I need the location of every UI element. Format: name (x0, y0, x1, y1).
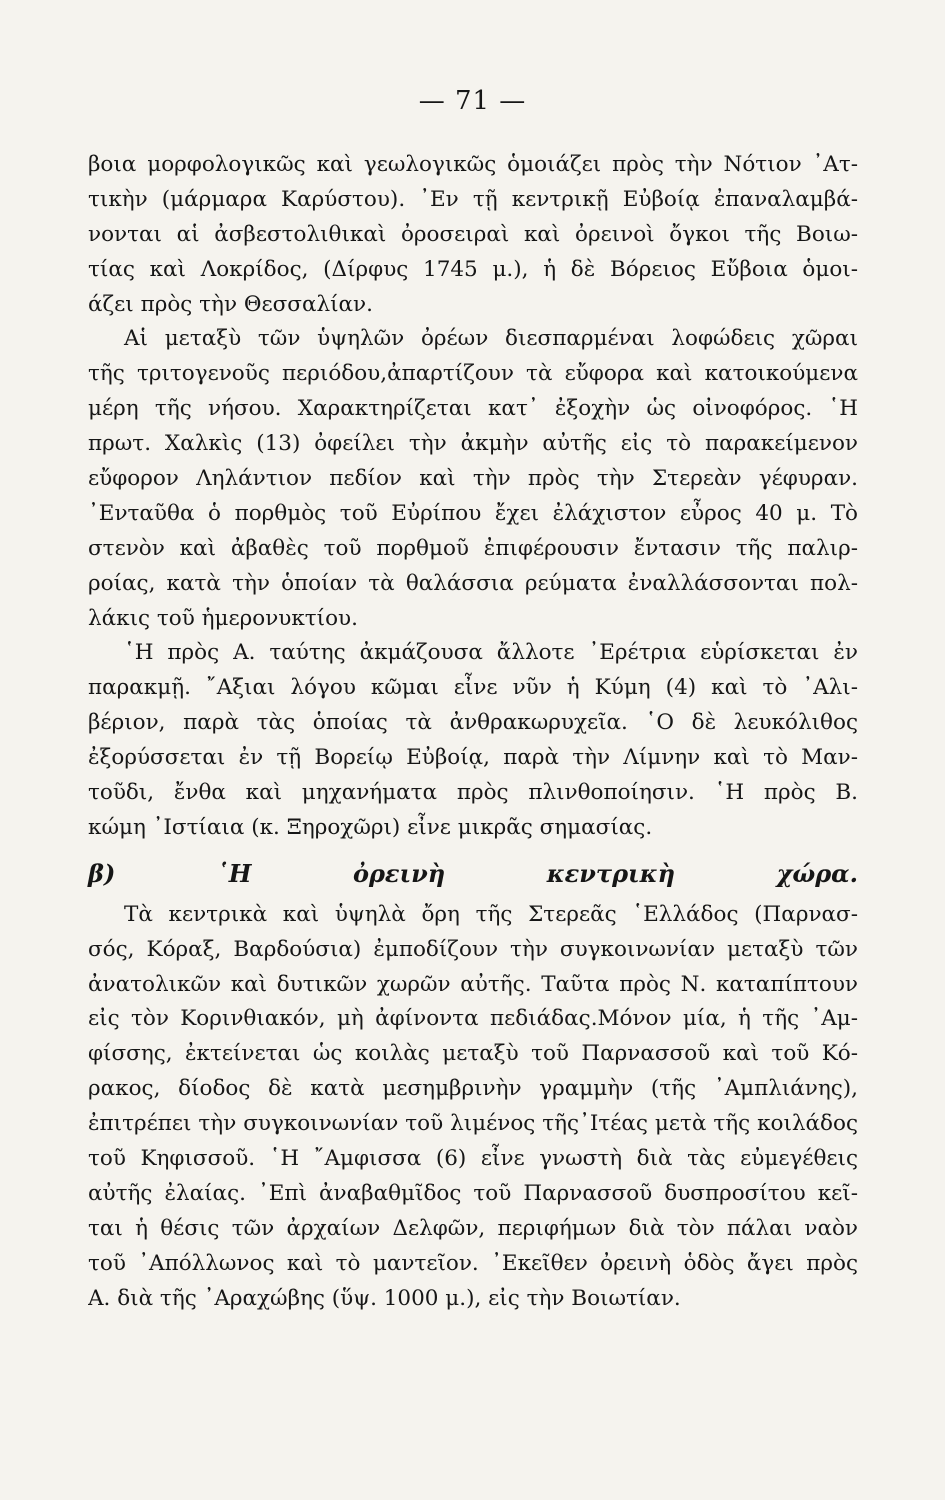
text-line: Α. διὰ τῆς ᾿Αραχώβης (ὕψ. 1000 μ.), εἰς τὴν Βοιωτίαν. (88, 1285, 681, 1311)
body-text (88, 148, 858, 1317)
text-line: εἰς τὸν Κορινθιακόν, μὴ ἀφίνοντα πεδιάδας.Μόνον μία, ἡ τῆς ᾿Αμ- (88, 1006, 858, 1032)
text-line: άζει πρὸς τὴν Θεσσαλίαν. (88, 291, 373, 317)
text-line: νονται αἱ ἀσβεστολιθικαὶ ὀροσειραὶ καὶ ὀρεινοὶ ὄγκοι τῆς Βοιω- (88, 221, 858, 247)
text-line: ται ἡ θέσις τῶν ἀρχαίων Δελφῶν, περιφήμων διὰ τὸν πάλαι ναὸν (88, 1215, 858, 1241)
text-line: ροίας, κατὰ τὴν ὁποίαν τὰ θαλάσσια ρεύματα ἐναλλάσσονται πολ- (88, 570, 858, 596)
text-line: βοια μορφολογικῶς καὶ γεωλογικῶς ὁμοιάζει πρὸς τὴν Νότιον ᾿Ατ- (88, 152, 858, 177)
text-line: εὔφορον Ληλάντιον πεδίον καὶ τὴν πρὸς τὴν Στερεὰν γέφυραν. (88, 466, 858, 492)
text-line: τοῦ Κηφισσοῦ. ῾Η ῎Αμφισσα (6) εἶνε γνωστὴ διὰ τὰς εὐμεγέθεις (88, 1146, 858, 1172)
text-line: πρωτ. Χαλκὶς (13) ὀφείλει τὴν ἀκμὴν αὐτῆς εἰς τὸ παρακείμενον (88, 431, 858, 457)
text-line: ἀνατολικῶν καὶ δυτικῶν χωρῶν αὐτῆς. Ταῦτα πρὸς Ν. καταπίπτουν (88, 971, 858, 997)
text-line: τοῦδι, ἔνθα καὶ μηχανήματα πρὸς πλινθοποίησιν. ῾Η πρὸς Β. (88, 780, 858, 806)
text-line: τῆς τριτογενοῦς περιόδου,ἀπαρτίζουν τὰ εὔφορα καὶ κατοικούμενα (88, 361, 858, 387)
text-line: λάκις τοῦ ἡμερονυκτίου. (88, 605, 358, 631)
text-line: ῾Η πρὸς Α. ταύτης ἀκμάζουσα ἄλλοτε ᾿Ερέτρια εὑρίσκεται ἐν (124, 640, 858, 666)
text-line: ἐπιτρέπει τὴν συγκοινωνίαν τοῦ λιμένος τῆς᾿Ιτέας μετὰ τῆς κοιλάδος (88, 1111, 858, 1137)
text-line: Τὰ κεντρικὰ καὶ ὑψηλὰ ὄρη τῆς Στερεᾶς ῾Ελλάδος (Παρνασ- (124, 901, 858, 927)
text-line: βέριον, παρὰ τὰς ὁποίας τὰ ἀνθρακωρυχεῖα. ῾Ο δὲ λευκόλιθος (88, 710, 858, 736)
text-line: ᾿Ενταῦθα ὁ πορθμὸς τοῦ Εὐρίπου ἔχει ἐλάχιστον εὖρος 40 μ. Τὸ (88, 500, 858, 526)
text-line: παρακμῇ. ῎Αξιαι λόγου κῶμαι εἶνε νῦν ἡ Κύμη (4) καὶ τὸ ᾿Αλι- (88, 675, 858, 701)
text-line: φίσσης, ἐκτείνεται ὡς κοιλὰς μεταξὺ τοῦ Παρνασσοῦ καὶ τοῦ Κό- (88, 1041, 858, 1067)
section-heading: β) ῾Η ὀρεινὴ κεντρικὴ χώρα. (88, 858, 858, 888)
text-line: Αἱ μεταξὺ τῶν ὑψηλῶν ὀρέων διεσπαρμέναι λοφώδεις χῶραι (124, 326, 858, 352)
page-number: — 71 — (418, 86, 527, 116)
text-line: τικὴν (μάρμαρα Καρύστου). ᾿Εν τῇ κεντρικῇ Εὐβοίᾳ ἐπαναλαμβά- (88, 186, 858, 212)
text-line: σός, Κόραξ, Βαρδούσια) ἐμποδίζουν τὴν συγκοινωνίαν μεταξὺ τῶν (88, 936, 858, 962)
text-line: τίας καὶ Λοκρίδος, (Δίρφυς 1745 μ.), ἡ δὲ Βόρειος Εὔβοια ὁμοι- (88, 256, 858, 282)
text-line: στενὸν καὶ ἀβαθὲς τοῦ πορθμοῦ ἐπιφέρουσιν ἔντασιν τῆς παλιρ- (88, 535, 858, 561)
text-line: τοῦ ᾿Απόλλωνος καὶ τὸ μαντεῖον. ᾿Εκεῖθεν ὀρεινὴ ὁδὸς ἄγει πρὸς (88, 1250, 858, 1276)
text-line: κώμη ᾿Ιστίαια (κ. Ξηροχῶρι) εἶνε μικρᾶς σημασίας. (88, 814, 653, 840)
text-line: μέρη τῆς νήσου. Χαρακτηρίζεται κατ᾿ ἐξοχὴν ὡς οἰνοφόρος. ῾Η (88, 396, 858, 422)
text-line: αὐτῆς ἐλαίας. ᾿Επὶ ἀναβαθμῖδος τοῦ Παρνασσοῦ δυσπροσίτου κεῖ- (88, 1180, 858, 1206)
text-line: ρακος, δίοδος δὲ κατὰ μεσημβρινὴν γραμμὴν (τῆς ᾿Αμπλιάνης), (88, 1076, 858, 1102)
text-line: ἐξορύσσεται ἐν τῇ Βορείῳ Εὐβοίᾳ, παρὰ τὴν Λίμνην καὶ τὸ Μαν- (88, 745, 858, 771)
